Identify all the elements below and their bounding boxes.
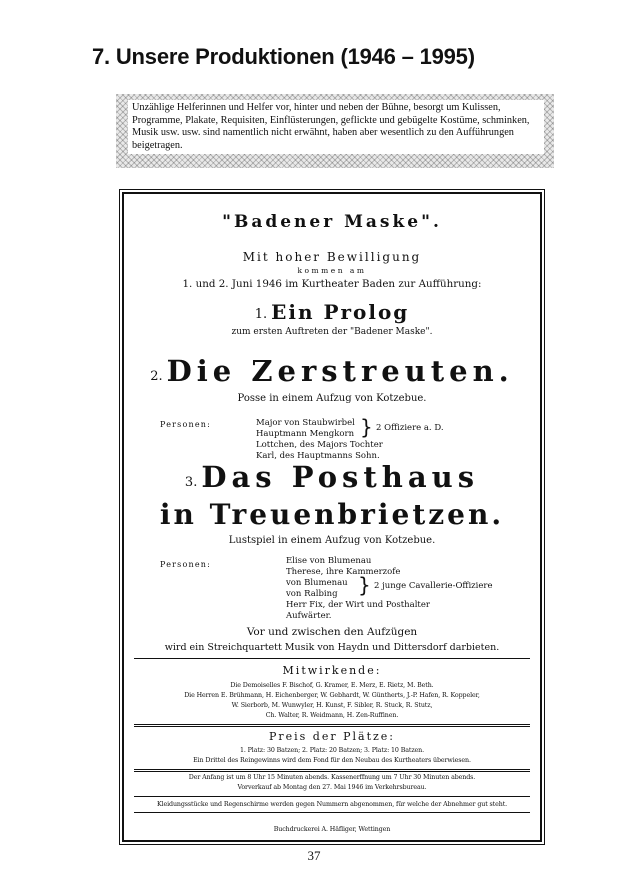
prices-line: 1. Platz: 30 Batzen; 2. Platz: 20 Batzen; 3. Platz: 10 Batzen. bbox=[239, 747, 425, 754]
theatre-poster bbox=[122, 192, 542, 842]
intro-box bbox=[116, 94, 554, 168]
interlude-line-1: Vor und zwischen den Aufzügen bbox=[246, 626, 418, 638]
play-3-bracket-note: 2 junge Cavallerie-Offiziere bbox=[374, 581, 493, 591]
play-2-persons-label: Personen: bbox=[160, 420, 212, 429]
cast-line-2: Die Herren E. Brühmann, H. Eichenberger, W. Gebhardt, W. Güntherts, J.-P. Hafen, R. Koppeler, bbox=[184, 692, 480, 699]
interlude-line-2: wird ein Streichquartett Musik von Haydn und Dittersdorf darbieten. bbox=[164, 642, 500, 653]
divider-3 bbox=[134, 769, 530, 772]
play-3-name-1: Das Posthaus bbox=[201, 460, 480, 494]
play-2-person-2: Hauptmann Mengkorn bbox=[256, 429, 355, 439]
kommen-line: kommen am bbox=[297, 266, 367, 275]
play-3-title-line-2: in Treuenbrietzen. bbox=[159, 498, 505, 531]
play-3-person-4: von Ralbing bbox=[286, 589, 338, 599]
play-2-bracket-note: 2 Offiziere a. D. bbox=[376, 423, 444, 433]
prices-note: Ein Drittel des Reingewinns wird dem Fond für den Neubau des Kurtheaters überwiesen. bbox=[193, 757, 471, 764]
play-2-number: 2. bbox=[150, 369, 163, 384]
start-line-2: Vorverkauf ab Montag den 27. Mai 1946 im Verkehrsbureau. bbox=[237, 784, 427, 791]
play-3-subtitle: Lustspiel in einem Aufzug von Kotzebue. bbox=[228, 535, 436, 546]
play-2-person-3: Lottchen, des Majors Tochter bbox=[256, 440, 383, 450]
play-3-person-3: von Blumenau bbox=[286, 578, 348, 588]
play-1-number: 1. bbox=[254, 307, 268, 322]
play-2-person-4: Karl, des Hauptmanns Sohn. bbox=[256, 451, 380, 461]
cloakroom-note: Kleidungsstücke und Regenschirme werden gegen Nummern abgenommen, für welche der Abnehmer gut steht. bbox=[156, 801, 508, 808]
play-3-person-6: Aufwärter. bbox=[286, 611, 332, 621]
play-2-person-1: Major von Staubwirbel bbox=[256, 418, 355, 428]
start-line-1: Der Anfang ist um 8 Uhr 15 Minuten abends. Kassenerffnung um 7 Uhr 30 Minuten abends. bbox=[188, 774, 476, 781]
play-3-person-1: Elise von Blumenau bbox=[286, 556, 372, 566]
cast-heading: Mitwirkende: bbox=[282, 664, 382, 677]
cast-line-4: Ch. Walter, R. Weidmann, H. Zen-Ruffinen. bbox=[265, 712, 399, 719]
play-1-subtitle: zum ersten Auftreten der "Badener Maske". bbox=[231, 327, 433, 337]
play-2-name: Die Zerstreuten. bbox=[166, 354, 514, 388]
intro-text: Unzählige Helferinnen und Helfer vor, hinter und neben der Bühne, besorgt um Kulissen, Programme, Plakate, Requisiten, Einflüsterungen, geflickte und gebügelte Kostüme, schminken, Musik usw. usw. sind namentlich nicht erwähnt, haben aber wesentlich zu den Aufführungen beigetragen. bbox=[128, 100, 544, 154]
page-heading: 7. Unsere Produktionen (1946 – 1995) bbox=[92, 44, 475, 69]
play-2-subtitle: Posse in einem Aufzug von Kotzebue. bbox=[237, 393, 427, 404]
divider-4 bbox=[134, 796, 530, 797]
play-3-title-line-1 bbox=[124, 460, 540, 494]
poster-title: "Badener Maske". bbox=[222, 212, 442, 232]
date-line: 1. und 2. Juni 1946 im Kurtheater Baden zur Aufführung: bbox=[182, 278, 482, 290]
play-3-number: 3. bbox=[184, 475, 198, 490]
divider-2 bbox=[134, 724, 530, 727]
permission-line: Mit hoher Bewilligung bbox=[242, 250, 422, 264]
play-3-brace: } bbox=[358, 573, 371, 597]
play-1-name: Ein Prolog bbox=[271, 300, 410, 324]
play-3-persons-label: Personen: bbox=[160, 560, 212, 569]
divider-5 bbox=[134, 812, 530, 813]
printer-line: Buchdruckerei A. Häfliger, Wettingen bbox=[273, 826, 391, 833]
page-number: 37 bbox=[307, 848, 321, 863]
cast-line-1: Die Demoiselles F. Bischof, G. Kramer, E. Merz, E. Rietz, M. Beth. bbox=[230, 682, 434, 689]
play-3-person-5: Herr Fix, der Wirt und Posthalter bbox=[286, 600, 430, 610]
prices-heading: Preis der Plätze: bbox=[268, 730, 396, 743]
play-2-title bbox=[124, 354, 540, 388]
play-1-title bbox=[124, 300, 540, 324]
play-2-brace: } bbox=[360, 415, 373, 439]
divider-1 bbox=[134, 658, 530, 659]
play-3-person-2: Therese, ihre Kammerzofe bbox=[286, 567, 401, 577]
cast-line-3: W. Sierborb, M. Wunwyler, H. Kunst, F. Sibler, R. Stuck, R. Stutz, bbox=[231, 702, 433, 709]
